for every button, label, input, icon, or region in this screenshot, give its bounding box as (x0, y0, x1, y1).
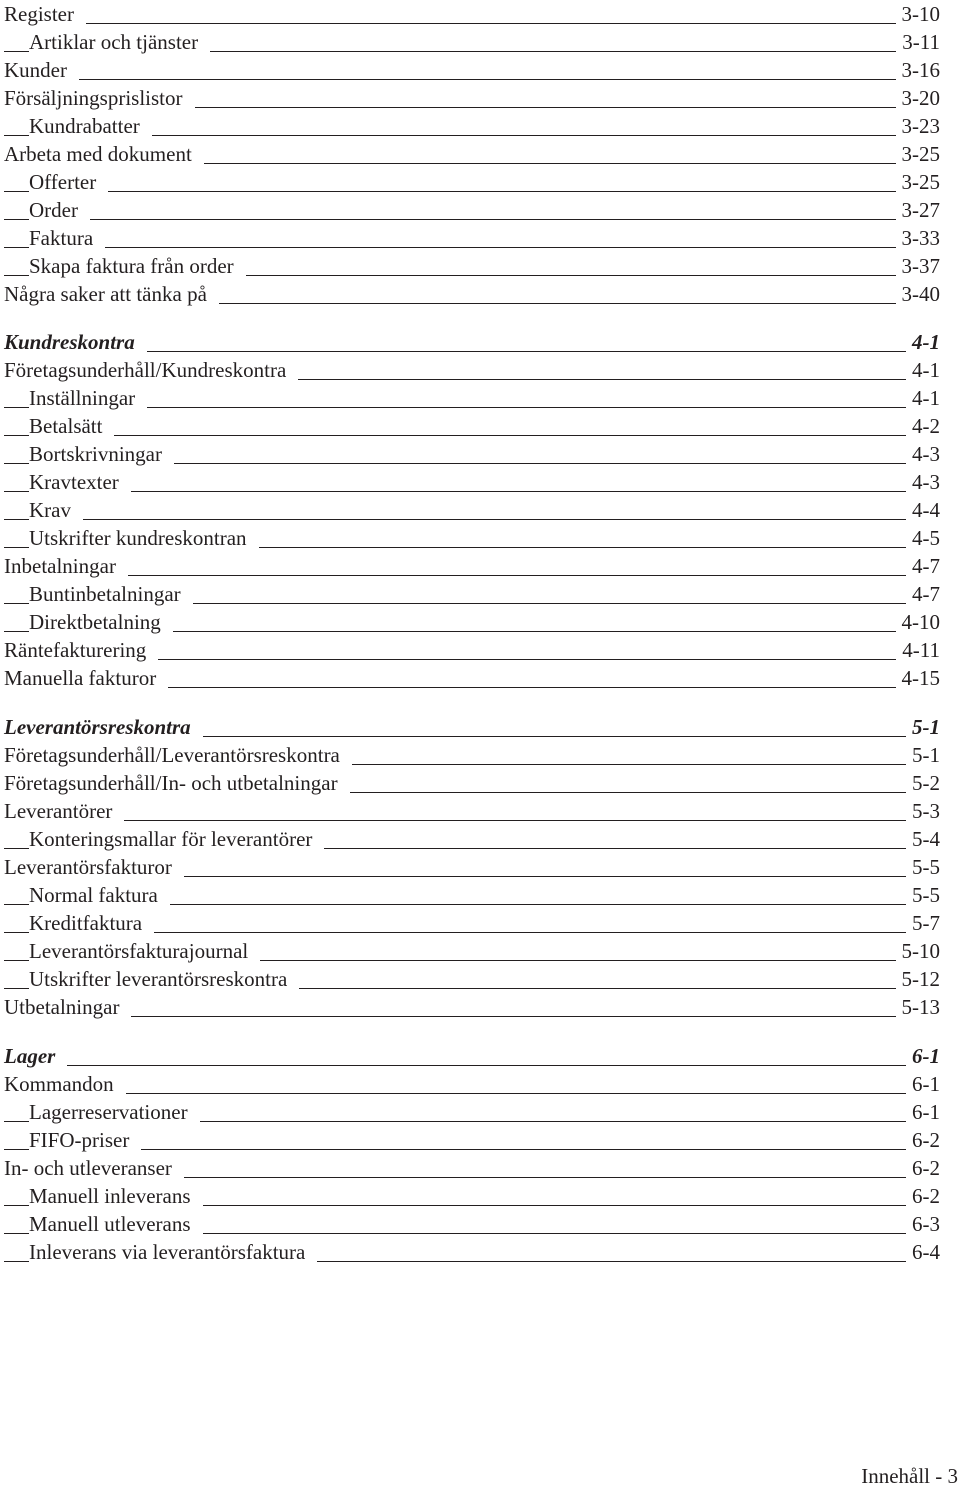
toc-entry-title: Leverantörer (4, 797, 124, 825)
toc-entry[interactable] (0, 524, 940, 552)
toc-entry-page: 6-1 (906, 1098, 940, 1126)
toc-entry[interactable] (0, 1238, 940, 1266)
toc-entry[interactable] (0, 384, 940, 412)
toc-entry[interactable] (0, 552, 940, 580)
toc-entry-title: Räntefakturering (4, 636, 158, 664)
toc-chapter-entry[interactable] (0, 1042, 940, 1070)
toc-entry-page: 3-10 (896, 0, 941, 28)
toc-entry-title: Manuell utleverans (29, 1210, 203, 1238)
toc-entry-page: 6-2 (906, 1182, 940, 1210)
toc-entry-page: 4-5 (906, 524, 940, 552)
toc-entry[interactable] (0, 56, 940, 84)
toc-leader-line (4, 1016, 940, 1017)
toc-entry[interactable] (0, 168, 940, 196)
toc-leader-line (4, 219, 940, 220)
toc-entry-title: Kundreskontra (4, 328, 147, 356)
toc-entry-page: 6-2 (906, 1154, 940, 1182)
toc-leader-line (4, 519, 940, 520)
toc-entry-page: 4-10 (896, 608, 941, 636)
toc-entry[interactable] (0, 412, 940, 440)
toc-entry-page: 5-1 (906, 713, 940, 741)
toc-entry-title: Manuell inleverans (29, 1182, 203, 1210)
toc-entry-page: 5-3 (906, 797, 940, 825)
toc-entry-title: Leverantörsfakturajournal (29, 937, 260, 965)
toc-entry-title: Normal faktura (29, 881, 170, 909)
toc-entry-title: Order (29, 196, 90, 224)
toc-entry[interactable] (0, 580, 940, 608)
toc-entry[interactable] (0, 881, 940, 909)
toc-entry-page: 5-2 (906, 769, 940, 797)
toc-entry-page: 5-4 (906, 825, 940, 853)
toc-entry-title: Företagsunderhåll/Leverantörsreskontra (4, 741, 352, 769)
toc-entry[interactable] (0, 196, 940, 224)
toc-entry-title: Direktbetalning (29, 608, 173, 636)
toc-entry[interactable] (0, 993, 940, 1021)
toc-leader-line (4, 23, 940, 24)
toc-entry-page: 4-7 (906, 580, 940, 608)
toc-entry-title: Inbetalningar (4, 552, 128, 580)
toc-entry[interactable] (0, 797, 940, 825)
toc-entry[interactable] (0, 28, 940, 56)
toc-chapter-entry[interactable] (0, 328, 940, 356)
toc-entry-title: Artiklar och tjänster (29, 28, 210, 56)
toc-entry-title: Leverantörsfakturor (4, 853, 184, 881)
toc-entry[interactable] (0, 769, 940, 797)
toc-entry-title: Företagsunderhåll/In- och utbetalningar (4, 769, 350, 797)
toc-entry-page: 4-15 (896, 664, 941, 692)
toc-leader-line (4, 820, 940, 821)
toc-entry-title: Kravtexter (29, 468, 131, 496)
toc-entry-title: Inställningar (29, 384, 147, 412)
toc-entry-title: Kundrabatter (29, 112, 152, 140)
toc-entry-page: 3-23 (896, 112, 941, 140)
toc-entry[interactable] (0, 636, 940, 664)
toc-entry-page: 4-1 (906, 356, 940, 384)
toc-entry-title: Utskrifter leverantörsreskontra (29, 965, 299, 993)
toc-entry-page: 6-2 (906, 1126, 940, 1154)
toc-entry-title: Krav (29, 496, 83, 524)
toc-entry[interactable] (0, 496, 940, 524)
toc-entry[interactable] (0, 356, 940, 384)
toc-entry[interactable] (0, 0, 940, 28)
toc-leader-line (4, 435, 940, 436)
toc-entry-title: Utbetalningar (4, 993, 131, 1021)
toc-entry-title: Arbeta med dokument (4, 140, 204, 168)
toc-entry-title: FIFO-priser (29, 1126, 141, 1154)
toc-entry-page: 4-11 (896, 636, 940, 664)
toc-entry-page: 4-4 (906, 496, 940, 524)
toc-entry[interactable] (0, 1182, 940, 1210)
toc-entry-title: Inleverans via leverantörsfaktura (29, 1238, 317, 1266)
toc-entry[interactable] (0, 664, 940, 692)
toc-entry[interactable] (0, 1070, 940, 1098)
toc-entry-page: 5-12 (896, 965, 941, 993)
toc-entry-page: 5-13 (896, 993, 941, 1021)
toc-entry-title: Företagsunderhåll/Kundreskontra (4, 356, 298, 384)
toc-entry-page: 4-2 (906, 412, 940, 440)
toc-entry[interactable] (0, 1154, 940, 1182)
toc-entry[interactable] (0, 853, 940, 881)
toc-entry-title: Konteringsmallar för leverantörer (29, 825, 324, 853)
toc-entry-page: 4-1 (906, 328, 940, 356)
toc-entry-title: Kommandon (4, 1070, 126, 1098)
toc-entry[interactable] (0, 965, 940, 993)
toc-entry-title: Bortskrivningar (29, 440, 174, 468)
toc-entry-page: 5-5 (906, 853, 940, 881)
page-footer: Innehåll - 3 (861, 1464, 958, 1488)
toc-entry[interactable] (0, 1098, 940, 1126)
toc-entry-page: 4-7 (906, 552, 940, 580)
toc-entry-page: 6-4 (906, 1238, 940, 1266)
toc-entry-title: Några saker att tänka på (4, 280, 219, 308)
toc-leader-line (4, 1065, 940, 1066)
toc-entry-page: 5-7 (906, 909, 940, 937)
toc-entry-title: Register (4, 0, 86, 28)
toc-entry-page: 3-25 (896, 140, 941, 168)
toc-entry[interactable] (0, 909, 940, 937)
toc-entry-title: Faktura (29, 224, 105, 252)
toc-entry-page: 3-11 (896, 28, 940, 56)
toc-entry-page: 6-1 (906, 1042, 940, 1070)
toc-entry-page: 4-3 (906, 468, 940, 496)
toc-entry-page: 3-40 (896, 280, 941, 308)
toc-entry-title: Försäljningsprislistor (4, 84, 195, 112)
toc-entry-page: 5-5 (906, 881, 940, 909)
toc-entry-page: 6-1 (906, 1070, 940, 1098)
toc-leader-line (4, 79, 940, 80)
toc-entry-page: 5-1 (906, 741, 940, 769)
toc-entry-page: 3-25 (896, 168, 941, 196)
toc-entry-page: 3-16 (896, 56, 941, 84)
toc-leader-line (4, 191, 940, 192)
toc-entry[interactable] (0, 825, 940, 853)
toc-entry-page: 3-20 (896, 84, 941, 112)
toc-entry-page: 3-27 (896, 196, 941, 224)
toc-entry[interactable] (0, 468, 940, 496)
toc-entry-title: Betalsätt (29, 412, 114, 440)
toc-entry-title: Skapa faktura från order (29, 252, 246, 280)
toc-entry-title: In- och utleveranser (4, 1154, 184, 1182)
toc-entry[interactable] (0, 140, 940, 168)
toc-entry-title: Lagerreservationer (29, 1098, 200, 1126)
toc-entry[interactable] (0, 440, 940, 468)
toc-entry[interactable] (0, 224, 940, 252)
toc-chapter-entry[interactable] (0, 713, 940, 741)
toc-entry-page: 4-3 (906, 440, 940, 468)
toc-entry[interactable] (0, 1126, 940, 1154)
toc-leader-line (4, 491, 940, 492)
toc-leader-line (4, 575, 940, 576)
toc-entry-page: 5-10 (896, 937, 941, 965)
toc-entry-title: Buntinbetalningar (29, 580, 193, 608)
toc-entry-title: Offerter (29, 168, 108, 196)
toc-entry-title: Kunder (4, 56, 79, 84)
toc-leader-line (4, 1149, 940, 1150)
toc-entry-title: Kreditfaktura (29, 909, 154, 937)
toc-leader-line (4, 247, 940, 248)
toc-entry-title: Utskrifter kundreskontran (29, 524, 259, 552)
toc-entry[interactable] (0, 741, 940, 769)
toc-entry-page: 3-37 (896, 252, 941, 280)
toc-entry-page: 6-3 (906, 1210, 940, 1238)
toc-leader-line (4, 1093, 940, 1094)
toc-entry-title: Leverantörsreskontra (4, 713, 203, 741)
toc-entry-title: Manuella fakturor (4, 664, 168, 692)
toc-entry-title: Lager (4, 1042, 67, 1070)
toc-entry[interactable] (0, 112, 940, 140)
toc-entry[interactable] (0, 84, 940, 112)
toc-entry-page: 4-1 (906, 384, 940, 412)
toc-entry[interactable] (0, 937, 940, 965)
toc-entry-page: 3-33 (896, 224, 941, 252)
toc-entry[interactable] (0, 280, 940, 308)
toc-entry[interactable] (0, 252, 940, 280)
toc-entry[interactable] (0, 608, 940, 636)
toc-entry[interactable] (0, 1210, 940, 1238)
